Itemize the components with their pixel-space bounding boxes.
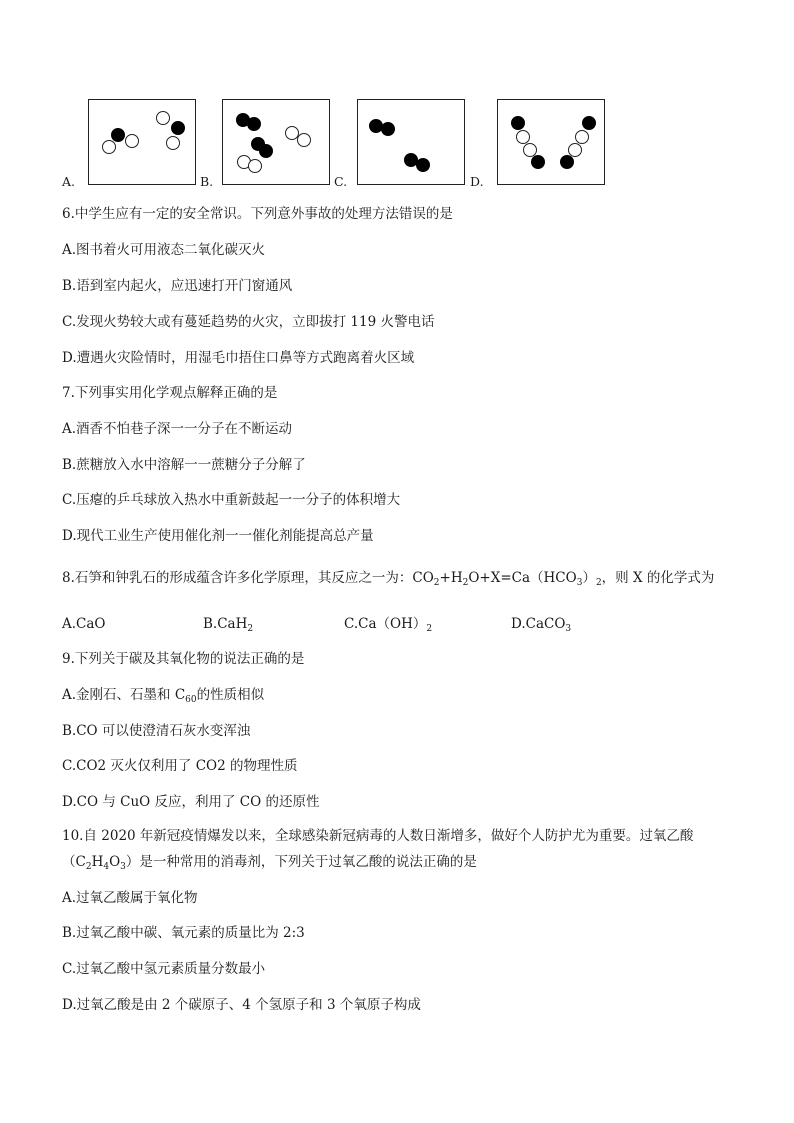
option-a-label: A. xyxy=(62,174,76,189)
question-6-option-a: A.图书着火可用液态二氧化碳灭火 xyxy=(62,242,266,258)
question-7-stem: 7.下列事实用化学观点解释正确的是 xyxy=(62,385,278,401)
dark-atom xyxy=(381,122,395,136)
option-b-label: B. xyxy=(200,174,214,189)
light-atom xyxy=(575,130,589,144)
question-8-option-d: D.CaCO$_3$ xyxy=(511,616,572,634)
dark-atom xyxy=(171,121,185,135)
light-atom xyxy=(516,130,530,144)
dark-atom xyxy=(416,158,430,172)
light-atom xyxy=(297,133,311,147)
question-10-stem-line2: $(C_2H_4O_3)$是一种常用的消毒剂，下列关于过氧乙酸的说法正确的是 xyxy=(62,854,477,872)
diagram-box-a xyxy=(88,99,196,185)
question-6-option-c: C.发现火势较大或有蔓延趋势的火灾，立即拔打 119 火警电话 xyxy=(62,314,435,330)
question-6-option-d: D.遭遇火灾险情时，用湿毛巾捂住口鼻等方式跑离着火区域 xyxy=(62,350,415,366)
question-7-option-d: D.现代工业生产使用催化剂一一催化剂能提高总产量 xyxy=(62,528,374,544)
question-6-option-b: B.语到室内起火，应迅速打开门窗通风 xyxy=(62,278,293,294)
option-d-label: D. xyxy=(470,174,484,189)
question-8-stem: 8.石笋和钟乳石的形成蕴含许多化学原理，其反应之一为：$CO_2+H_2O+X=Ca(HCO_3)_2$，则 X 的化学式为 xyxy=(62,570,715,588)
option-c-label: C. xyxy=(334,174,348,189)
question-8-option-c: $C.Ca(OH)_2$ xyxy=(344,616,433,634)
question-10-option-d: D.过氧乙酸是由 2 个碳原子、4 个氢原子和 3 个氧原子构成 xyxy=(62,997,421,1013)
question-9-option-b: B.CO 可以使澄清石灰水变浑浊 xyxy=(62,723,251,739)
question-7-option-a: A.酒香不怕巷子深一一分子在不断运动 xyxy=(62,421,293,437)
dark-atom xyxy=(111,128,125,142)
question-9-option-d: D.CO 与 CuO 反应，利用了 CO 的还原性 xyxy=(62,794,320,810)
dark-atom xyxy=(247,117,261,131)
light-atom xyxy=(248,159,262,173)
question-8-option-b: B.CaH$_2$ xyxy=(203,616,254,634)
dark-atom xyxy=(531,155,545,169)
light-atom xyxy=(166,136,180,150)
diagram-box-c xyxy=(357,99,465,185)
dark-atom xyxy=(582,116,596,130)
question-7-option-c: C.压瘪的乒乓球放入热水中重新鼓起一一分子的体积增大 xyxy=(62,492,401,508)
diagram-box-d xyxy=(497,99,605,185)
question-10-option-a: A.过氧乙酸属于氧化物 xyxy=(62,890,198,906)
light-atom xyxy=(102,140,116,154)
light-atom xyxy=(156,111,170,125)
light-atom xyxy=(125,134,139,148)
question-6-stem: 6.中学生应有一定的安全常识。下列意外事故的处理方法错误的是 xyxy=(62,206,453,222)
question-9-option-c: C.CO2 灭火仅利用了 CO2 的物理性质 xyxy=(62,758,298,774)
question-8-option-a: A.CaO xyxy=(62,616,106,632)
question-7-option-b: B.蔗糖放入水中溶解一一蔗糖分子分解了 xyxy=(62,457,306,473)
diagram-box-b xyxy=(222,99,330,185)
question-9-stem: 9.下列关于碳及其氧化物的说法正确的是 xyxy=(62,651,305,667)
question-10-stem-line1: 10.自 2020 年新冠疫情爆发以来，全球感染新冠病毒的人数日渐增多，做好个人防护尤为重要。过氧乙酸 xyxy=(62,828,694,844)
dark-atom xyxy=(560,155,574,169)
dark-atom xyxy=(259,144,273,158)
question-10-option-b: B.过氧乙酸中碳、氧元素的质量比为 2:3 xyxy=(62,925,305,941)
dark-atom xyxy=(511,116,525,130)
question-10-option-c: C.过氧乙酸中氢元素质量分数最小 xyxy=(62,961,266,977)
question-9-option-a: A.金刚石、石墨和 $C_{60}$的性质相似 xyxy=(62,687,265,705)
